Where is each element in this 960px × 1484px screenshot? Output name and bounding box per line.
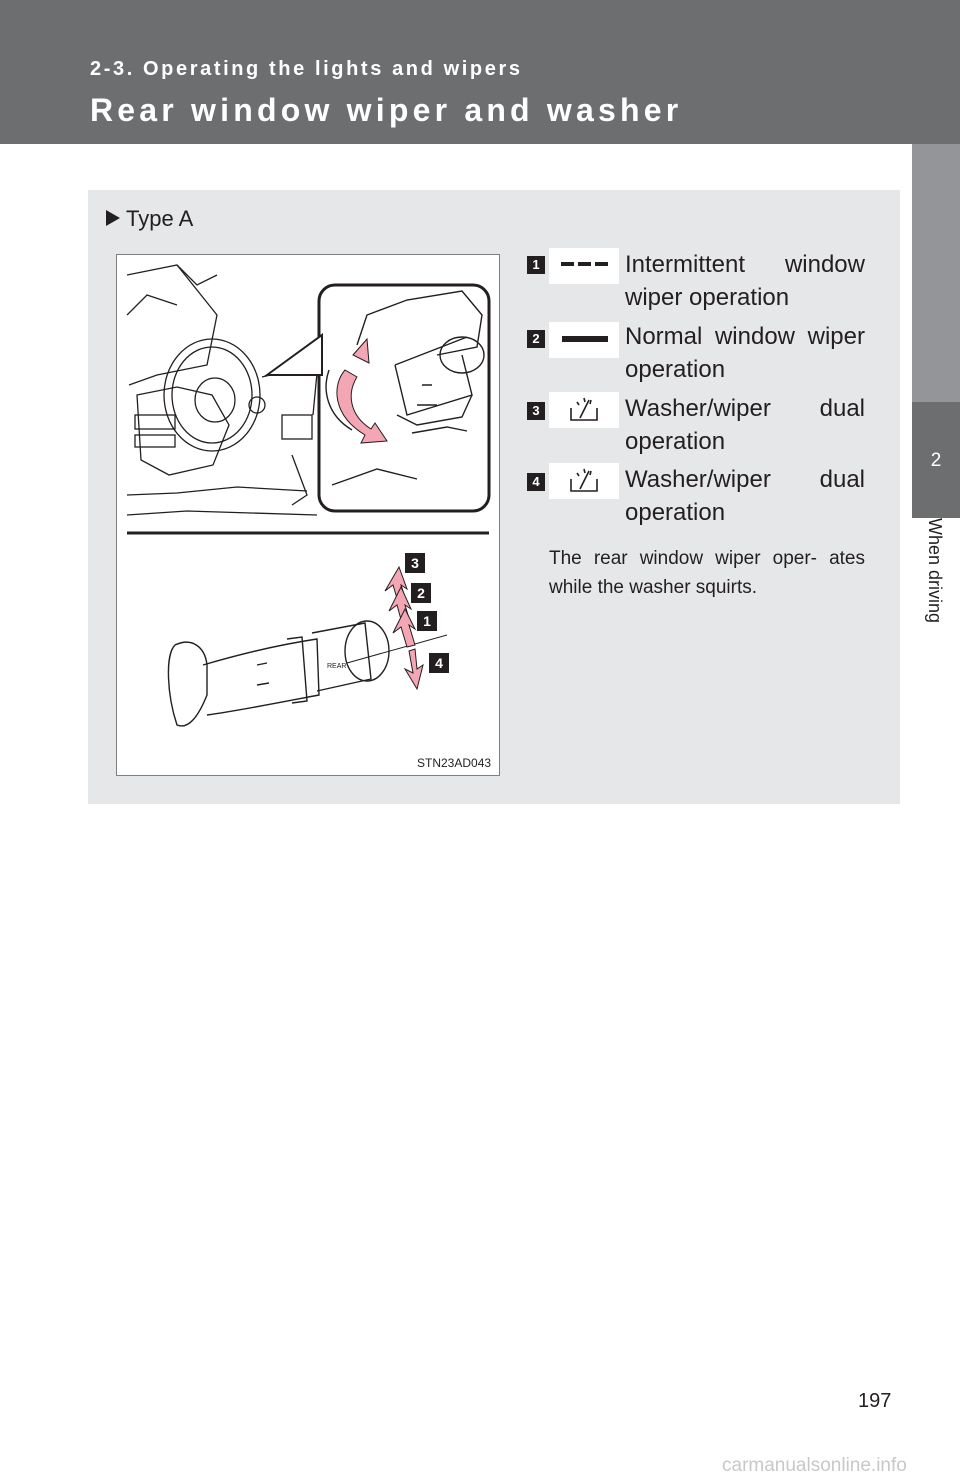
triangle-bullet-icon [106, 210, 120, 226]
switch-label: REAR [327, 663, 347, 670]
watermark[interactable]: carmanualsonline.info [722, 1455, 907, 1476]
list-item [527, 463, 867, 529]
page-number: 197 [858, 1390, 892, 1412]
illustration-code: STN23AD043 [417, 756, 492, 770]
side-tab-label [912, 518, 960, 668]
callout-3: 3 [411, 555, 419, 571]
item-text-1: Intermittent window wiper operation [625, 251, 865, 311]
intermittent-symbol [549, 248, 619, 284]
list-item [527, 392, 867, 458]
type-heading [106, 206, 193, 232]
item-badge-2: 2 [527, 330, 545, 348]
section-title: 2-3. Operating the lights and wipers [90, 58, 523, 80]
washer-wiper-icon [549, 463, 619, 499]
side-tab-number-text: 2 [930, 450, 942, 471]
list-item [527, 320, 867, 386]
item-badge-4: 4 [527, 473, 545, 491]
washer-wiper-symbol-4 [549, 463, 619, 499]
item-text-3: Washer/wiper dual operation [625, 395, 865, 455]
list-item [527, 248, 867, 314]
item-text-4: Washer/wiper dual operation [625, 466, 865, 526]
page-title: Rear window wiper and washer [90, 92, 683, 128]
intermittent-icon [549, 248, 619, 284]
callout-4: 4 [435, 655, 443, 671]
note-text: The rear window wiper oper- ates while the washer squirts. [549, 548, 865, 598]
normal-icon [549, 322, 619, 358]
page-header [0, 0, 960, 144]
washer-wiper-icon [549, 392, 619, 428]
side-tab-label-text: When driving [925, 518, 945, 624]
callout-1: 1 [423, 613, 431, 629]
item-text-2: Normal window wiper operation [625, 323, 865, 383]
washer-wiper-symbol-3 [549, 392, 619, 428]
wiper-diagram [117, 255, 499, 775]
item-badge-3: 3 [527, 402, 545, 420]
normal-symbol [549, 322, 619, 358]
type-label: Type A [126, 206, 194, 231]
side-tab-number[interactable] [912, 402, 960, 518]
wiper-illustration [116, 254, 500, 776]
callout-2: 2 [417, 585, 425, 601]
item-badge-1: 1 [527, 256, 545, 274]
